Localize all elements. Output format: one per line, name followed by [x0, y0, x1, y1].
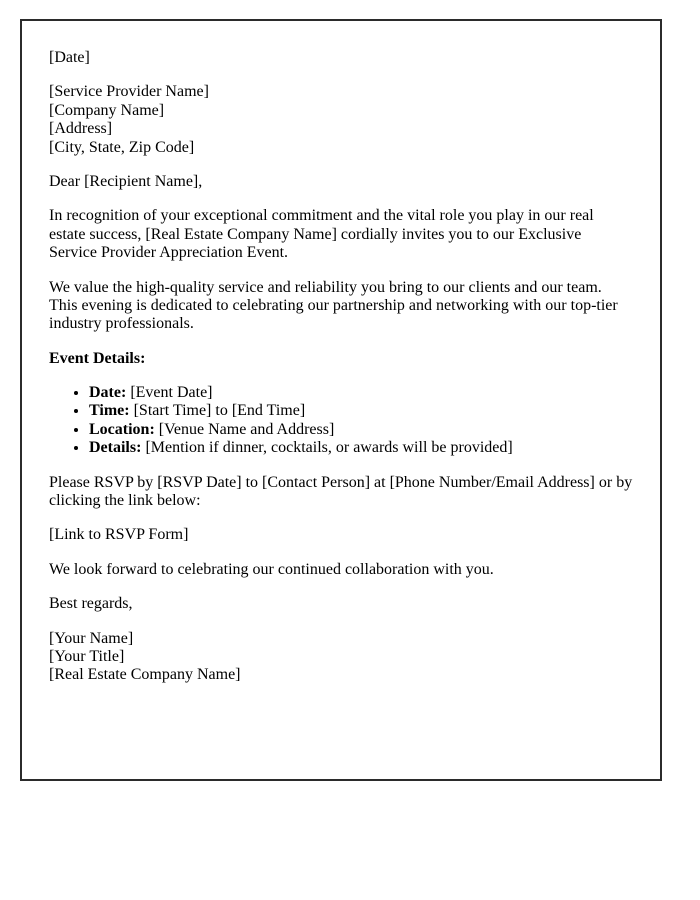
event-detail-label-time: Time:	[89, 402, 130, 420]
recipient-name-line: [Service Provider Name]	[49, 83, 209, 101]
event-detail-label-date: Date:	[89, 384, 127, 402]
event-details-heading-text: Event Details:	[49, 349, 146, 367]
recipient-address-block	[49, 83, 633, 157]
rsvp-paragraph: Please RSVP by [RSVP Date] to [Contact Person] at [Phone Number/Email Address] or by clicking the link below:	[49, 473, 633, 510]
event-detail-value-details: [Mention if dinner, cocktails, or awards will be provided]	[145, 439, 513, 457]
event-detail-item-date	[89, 384, 633, 402]
date-line: [Date]	[49, 49, 90, 66]
value-paragraph: We value the high-quality service and reliability you bring to our clients and our team. This evening is dedicated to celebrating our partnership and networking with our top-tier industry professionals.	[49, 278, 618, 333]
signature-title-line: [Your Title]	[49, 647, 125, 665]
event-detail-item-time	[89, 402, 633, 420]
signature-name-line: [Your Name]	[49, 629, 134, 647]
event-detail-item-details	[89, 439, 633, 457]
sign-off: Best regards,	[49, 595, 133, 613]
recipient-address-line: [Address]	[49, 120, 113, 138]
signature-company-line: [Real Estate Company Name]	[49, 666, 241, 684]
event-details-heading	[49, 350, 633, 368]
event-detail-item-location	[89, 421, 633, 439]
event-detail-value-date: [Event Date]	[130, 384, 213, 402]
rsvp-link-placeholder: [Link to RSVP Form]	[49, 526, 189, 544]
recipient-company-line: [Company Name]	[49, 101, 165, 119]
letter-page	[20, 19, 662, 781]
salutation: Dear [Recipient Name],	[49, 172, 203, 190]
event-detail-label-location: Location:	[89, 420, 155, 438]
recipient-city-line: [City, State, Zip Code]	[49, 138, 195, 156]
event-details-list	[49, 384, 633, 458]
event-detail-label-details: Details:	[89, 439, 142, 457]
closing-paragraph: We look forward to celebrating our continued collaboration with you.	[49, 560, 494, 578]
event-detail-value-time: [Start Time] to [End Time]	[133, 402, 306, 420]
intro-paragraph: In recognition of your exceptional commitment and the vital role you play in our real estate success, [Real Estate Company Name] cordially invites you to our Exclusive Service Provider Appreciation Event.	[49, 207, 594, 262]
signature-block	[49, 630, 633, 685]
event-detail-value-location: [Venue Name and Address]	[158, 420, 335, 438]
